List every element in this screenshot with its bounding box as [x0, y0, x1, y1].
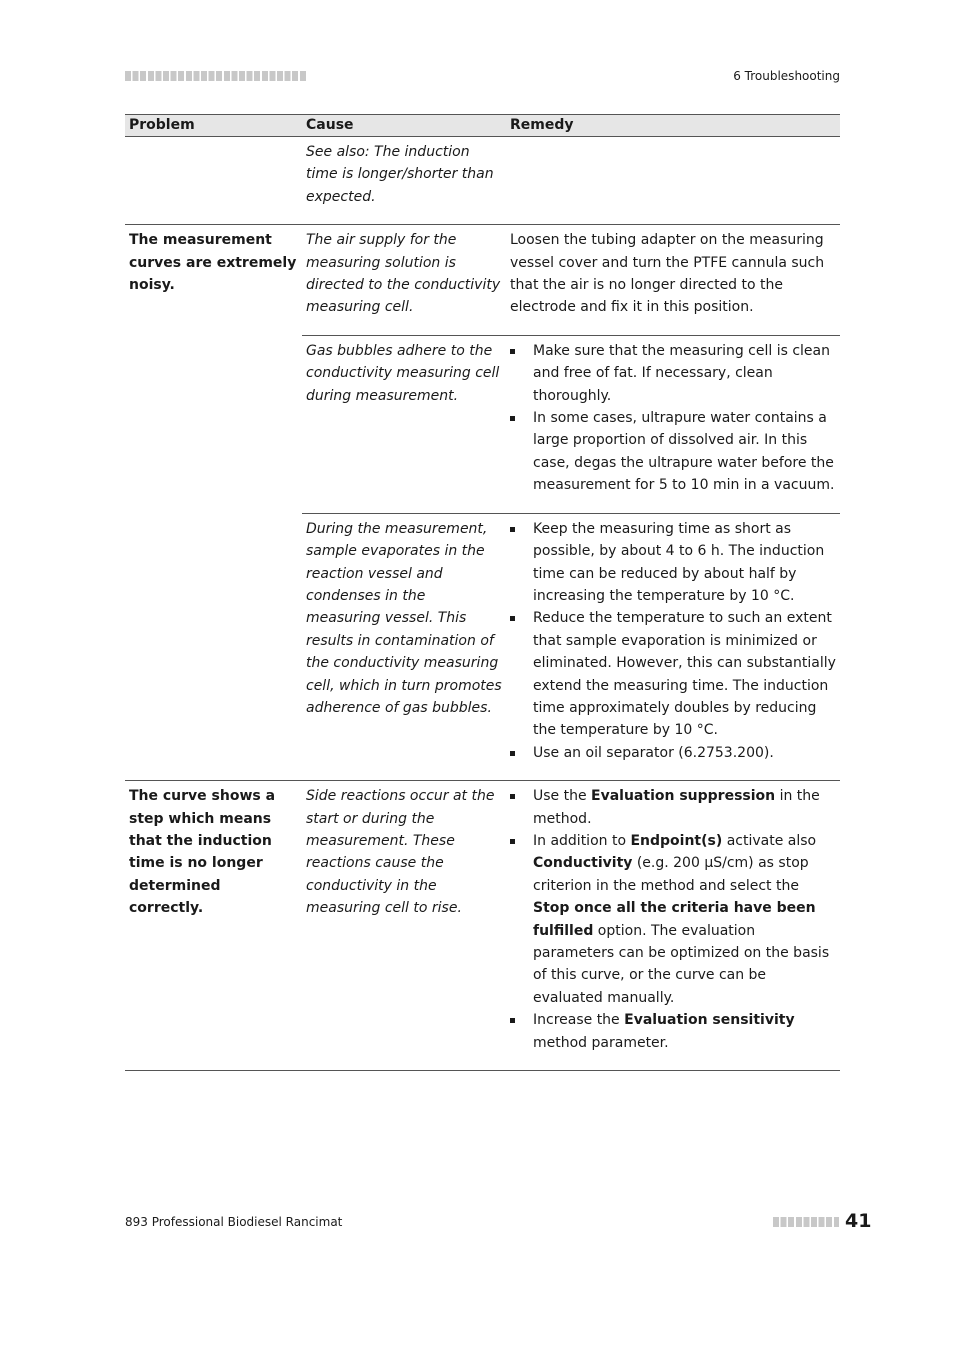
cause-cell: The air supply for the measuring solution is directed to the conductivity measuring cell.	[302, 225, 506, 336]
remedy-bullet: In some cases, ultrapure water contains a large proportion of dissolved air. In this case, degas the ultrapure water before the measurement for 5 to 10 min in a vacuum.	[510, 407, 836, 497]
footer-product-title: 893 Professional Biodiesel Rancimat	[125, 1215, 343, 1229]
remedy-bullet: Use the Evaluation suppression in the method.	[510, 785, 836, 830]
cause-cell: See also: The induction time is longer/shorter than expected.	[306, 144, 494, 205]
troubleshooting-table	[125, 114, 840, 1071]
header-decoration	[125, 71, 307, 81]
page-number: 41	[845, 1210, 872, 1232]
remedy-bullet: In addition to Endpoint(s) activate also Conductivity (e.g. 200 µS/cm) as stop criterion in the method and select the Stop once all the criteria have been fulfilled option. The evaluation parameters can be optimized on the basis of this curve, or the curve can be evaluated manually.	[510, 830, 836, 1009]
problem-cell: The curve shows a step which means that the induction time is no longer determined correctly.	[125, 781, 302, 1071]
table-header-row	[125, 115, 840, 137]
cause-cell: During the measurement, sample evaporates in the reaction vessel and condenses in the measuring vessel. This results in contamination of the conductivity measuring cell, which in turn promotes adherence of gas bubbles.	[302, 513, 506, 780]
remedy-cell	[506, 137, 840, 225]
table-row	[125, 513, 840, 780]
problem-cell: The measurement curves are extremely noisy.	[125, 225, 302, 336]
remedy-cell	[506, 335, 840, 513]
table-row	[125, 137, 840, 225]
problem-cell	[125, 513, 302, 780]
column-header-problem: Problem	[125, 115, 302, 137]
table-row	[125, 335, 840, 513]
remedy-bullet: Reduce the temperature to such an extent that sample evaporation is minimized or eliminated. However, this can substantially extend the measuring time. The induction time approximately doubles by reducing the temperature by 10 °C.	[510, 607, 836, 741]
remedy-cell: Loosen the tubing adapter on the measuring vessel cover and turn the PTFE cannula such that the air is no longer directed to the electrode and fix it in this position.	[506, 225, 840, 336]
remedy-list	[510, 518, 836, 764]
table-row	[125, 781, 840, 1071]
remedy-bullet: Keep the measuring time as short as possible, by about 4 to 6 h. The induction time can be reduced by about half by increasing the temperature by 10 °C.	[510, 518, 836, 608]
table-row	[125, 225, 840, 336]
problem-cell	[125, 137, 302, 225]
remedy-cell	[506, 781, 840, 1071]
remedy-bullet: Increase the Evaluation sensitivity method parameter.	[510, 1009, 836, 1054]
remedy-cell	[506, 513, 840, 780]
problem-cell	[125, 335, 302, 513]
cause-cell: Side reactions occur at the start or during the measurement. These reactions cause the conductivity in the measuring cell to rise.	[302, 781, 506, 1071]
footer-decoration	[773, 1217, 839, 1227]
remedy-bullet: Use an oil separator (6.2753.200).	[510, 742, 836, 764]
column-header-cause: Cause	[302, 115, 506, 137]
column-header-remedy: Remedy	[506, 115, 840, 137]
remedy-list	[510, 785, 836, 1054]
chapter-title: 6 Troubleshooting	[733, 69, 840, 83]
cause-cell: Gas bubbles adhere to the conductivity measuring cell during measurement.	[302, 335, 506, 513]
remedy-list	[510, 340, 836, 497]
remedy-bullet: Make sure that the measuring cell is clean and free of fat. If necessary, clean thoroughly.	[510, 340, 836, 407]
